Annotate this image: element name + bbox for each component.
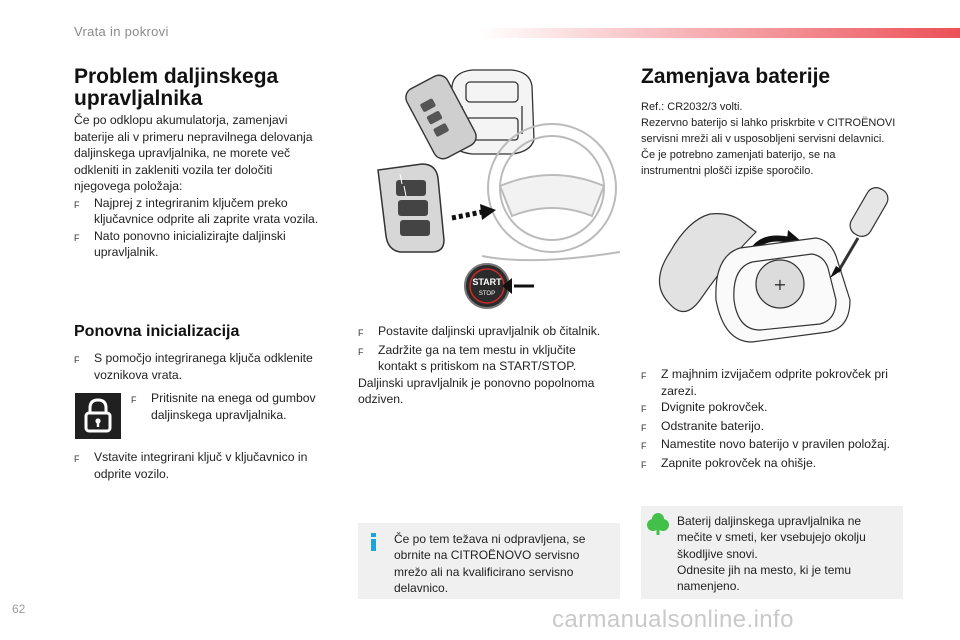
bullet-text: odprite vozilo.: [94, 466, 170, 481]
battery-line: Če je potrebno zamenjati baterijo, se na: [641, 149, 836, 161]
problem-bullet-2: [74, 228, 354, 261]
key-fob-large-icon: [378, 164, 444, 252]
problem-line: baterije ali v primeru nepravilnega delovanja: [74, 129, 313, 144]
battery-replacement-illustration: [640, 182, 912, 354]
eco-note-line: mečite v smeti, ker vsebujejo okolju: [677, 530, 866, 545]
stop-label: STOP: [478, 291, 496, 297]
bullet-text: zarezi.: [661, 383, 697, 398]
eco-tree-icon: [647, 512, 669, 536]
bullet-mark: F: [641, 371, 647, 381]
svg-text:+: +: [773, 275, 787, 294]
problem-title: [74, 66, 278, 110]
middle-bullet-2: [358, 342, 618, 375]
eco-note-line: namenjeno.: [677, 579, 740, 594]
bullet-text: S pomočjo integriranega ključa odklenite: [94, 351, 313, 365]
padlock-icon: [75, 393, 121, 439]
battery-step-4: [641, 436, 909, 455]
bullet-mark: F: [641, 459, 647, 470]
battery-line: Rezervno baterijo si lahko priskrbite v CITROËNOVI: [641, 117, 896, 129]
problem-bullet-1: [74, 195, 354, 228]
bullet-text: daljinskega upravljalnika.: [151, 407, 287, 422]
battery-steps: [641, 366, 909, 473]
bullet-text: ključavnice odprite ali zaprite vrata vozila.: [94, 212, 319, 226]
eco-note-line: škodljive snovi.: [677, 546, 758, 561]
dashed-arrow-icon: [452, 204, 496, 220]
reinit-bullet-2: [131, 390, 341, 423]
bullet-mark: F: [641, 404, 647, 414]
bullet-text: kontakt s pritiskom na START/STOP.: [378, 359, 577, 373]
middle-steps: [358, 323, 618, 408]
start-label: START: [472, 277, 502, 287]
bullet-mark: F: [74, 355, 80, 365]
bullet-mark: F: [641, 422, 647, 433]
lock-icon-box: [75, 393, 121, 439]
battery-paragraph: [641, 99, 911, 179]
battery-line: instrumentni plošči izpiše sporočilo.: [641, 165, 814, 177]
bullet-text: Pritisnite na enega od gumbov: [151, 391, 316, 405]
info-icon: [368, 533, 380, 551]
battery-step-1: [641, 366, 909, 399]
info-note-line: Če po tem težava ni odpravljena, se: [394, 532, 586, 546]
screwdriver-icon: [830, 184, 892, 278]
problem-line: njegovega položaja:: [74, 179, 183, 193]
bullet-mark: F: [358, 346, 364, 357]
info-note-line: mrežo ali na kvalificirano servisno: [394, 564, 574, 579]
bullet-mark: F: [74, 232, 80, 243]
problem-line: daljinskega upravljalnika, ne morete več: [74, 146, 291, 160]
bullet-text: Zadržite ga na tem mestu in vključite: [378, 342, 576, 357]
battery-line: servisni mreži ali v usposobljeni servisni delavnici.: [641, 133, 885, 145]
page-number: 62: [12, 602, 26, 616]
bullet-text: Nato ponovno inicializirajte daljinski: [94, 228, 286, 243]
bullet-text: Dvignite pokrovček.: [661, 400, 768, 414]
bullet-mark: F: [74, 199, 80, 210]
problem-title-line1: Problem daljinskega: [74, 65, 279, 88]
car-key-illustration: [362, 66, 620, 316]
bullet-text: Vstavite integrirani ključ v ključavnico in: [94, 450, 308, 464]
section-header: Vrata in pokrovi: [74, 24, 169, 39]
bullet-text: Zapnite pokrovček na ohišje.: [661, 455, 817, 470]
problem-line: Če po odklopu akumulatorja, zamenjavi: [74, 113, 288, 127]
reinit-title: Ponovna inicializacija: [74, 323, 240, 340]
coin-battery-icon: [756, 260, 804, 308]
eco-note-line: Baterij daljinskega upravljalnika ne: [677, 514, 862, 528]
header-accent-bar: [480, 28, 960, 38]
bullet-mark: F: [641, 441, 647, 451]
eco-note-line: Odnesite jih na mesto, ki je temu: [677, 562, 852, 577]
info-note-line: delavnico.: [394, 580, 449, 595]
bullet-text: upravljalnik.: [94, 245, 159, 259]
info-note: [358, 523, 620, 599]
bullet-text: Postavite daljinski upravljalnik ob čitalnik.: [378, 324, 601, 338]
middle-para: odziven.: [358, 392, 404, 406]
bullet-mark: F: [358, 328, 364, 338]
eco-note: [641, 506, 903, 599]
bullet-mark: F: [74, 454, 80, 464]
bullet-mark: F: [131, 395, 137, 405]
battery-ref: Ref.: CR2032/3 volti.: [641, 101, 743, 113]
reinit-bullet-1: [74, 350, 344, 383]
battery-step-2: [641, 399, 909, 418]
bullet-text: voznikova vrata.: [94, 367, 183, 382]
battery-title: Zamenjava baterije: [641, 65, 831, 88]
battery-step-3: [641, 418, 909, 437]
middle-bullet-1: [358, 323, 618, 342]
battery-step-5: [641, 455, 909, 474]
problem-paragraph: [74, 112, 354, 261]
middle-para: Daljinski upravljalnik je ponovno popolnoma: [358, 375, 595, 390]
bullet-text: Najprej z integriranim ključem preko: [94, 195, 288, 210]
bullet-text: Odstranite baterijo.: [661, 418, 764, 433]
info-note-line: obrnite na CITROËNOVO servisno: [394, 548, 580, 563]
reinit-bullet-3: [74, 449, 344, 482]
problem-line: odkleniti in zakleniti vozila ter določiti: [74, 162, 273, 177]
watermark: carmanualsonline.info: [552, 606, 794, 633]
bullet-text: Z majhnim izvijačem odprite pokrovček pri: [661, 367, 888, 381]
bullet-text: Namestite novo baterijo v pravilen položaj.: [661, 437, 890, 451]
problem-title-line2: upravljalnika: [74, 87, 203, 110]
